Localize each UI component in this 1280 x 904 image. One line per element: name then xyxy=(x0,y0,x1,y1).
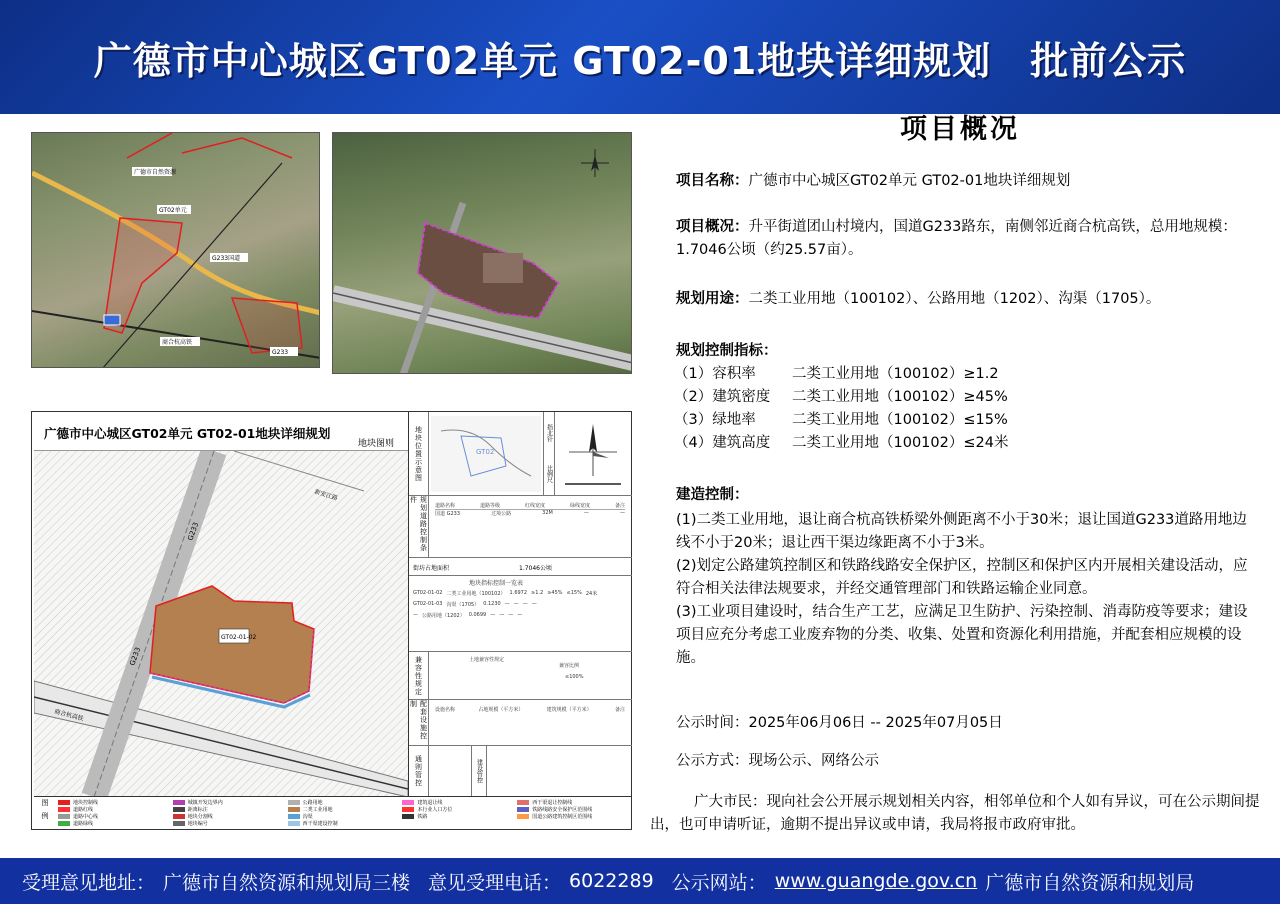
road-control-row xyxy=(409,496,632,558)
legend-swatch xyxy=(58,807,70,812)
area-row xyxy=(409,558,632,576)
road-table-header: 道路名称 道路等级 红线宽度 绿线宽度 备注 xyxy=(435,503,625,509)
legend-item: 地块分割线 xyxy=(173,813,284,820)
legend-item: 距离标注 xyxy=(173,806,284,813)
legend-item: 二类工业用地 xyxy=(288,806,399,813)
construction-item: (2)划定公路建筑控制区和铁路线路安全保护区，控制区和保护区内开展相关建设活动，应符合相关法律法规要求，并经交通管理部门和铁路运输企业同意。 xyxy=(676,558,1248,597)
boundary-line xyxy=(127,133,292,158)
legend-swatch xyxy=(173,807,185,812)
project-name: 项目名称：广德市中心城区GT02单元 GT02-01地块详细规划 xyxy=(676,173,1071,189)
road-label: G233 xyxy=(128,646,143,667)
indicator-table xyxy=(413,590,627,619)
legend-swatch xyxy=(173,800,185,805)
compass-label-column xyxy=(543,412,555,495)
side-label: 地块位置示意图 xyxy=(409,412,429,495)
legend-swatch xyxy=(173,821,185,826)
indicator-row xyxy=(409,576,632,652)
plan-map-drawing xyxy=(34,451,408,796)
compat-row xyxy=(409,652,632,700)
map-label: 商合杭高铁 xyxy=(162,339,193,346)
indicator-item: （3）绿地率 二类工业用地（100102）≤15% xyxy=(674,412,1008,428)
road-label: 新安江路 xyxy=(313,488,339,503)
footer-website-link[interactable]: www.guangde.gov.cn xyxy=(774,870,978,892)
plan-title: 广德市中心城区GT02单元 GT02-01地块详细规划 xyxy=(44,426,331,441)
notice-time: 公示时间：2025年06月06日 -- 2025年07月05日 xyxy=(676,715,1003,731)
side-label: 配套设施控制 xyxy=(409,700,429,745)
footer-address-label: 受理意见地址： xyxy=(22,871,156,894)
indicator-item: （2）建筑密度 二类工业用地（100102）≥45% xyxy=(674,389,1008,405)
legend-item: 铁路 xyxy=(402,813,513,820)
legend-item: 建筑退让线 xyxy=(402,799,513,806)
legend xyxy=(34,796,631,829)
legend-item: 西干渠退让控制线 xyxy=(517,799,628,806)
legend-swatch xyxy=(288,807,300,812)
compat-title: 土地兼容性规定 xyxy=(469,657,505,663)
scale-label: 比例尺 xyxy=(545,465,553,484)
legend-swatch xyxy=(517,814,529,819)
legend-swatch xyxy=(288,821,300,826)
location-row xyxy=(409,412,632,496)
location-map xyxy=(431,416,541,492)
north-label: 指北针 xyxy=(545,423,553,442)
compat-value: ≤100% xyxy=(565,674,584,680)
legend-item: 西干渠建设控制 xyxy=(288,820,399,827)
plan-map[interactable] xyxy=(34,450,408,796)
construction-label: 建设管控 xyxy=(471,746,487,796)
plan-subtitle: 地块图则 xyxy=(358,439,395,449)
site-marker xyxy=(104,315,120,325)
legend-title: 图例 xyxy=(41,799,49,825)
legend-item: 沟渠 xyxy=(288,813,399,820)
legend-item: 道路中心线 xyxy=(58,813,169,820)
legend-swatch xyxy=(517,800,529,805)
area-label: 街坊占地面积 xyxy=(413,565,450,572)
aerial-map-overview-drawing xyxy=(32,133,320,368)
plan-sheet xyxy=(31,411,632,830)
overview-title: 项目概况 xyxy=(900,114,1020,145)
compat-header: 兼容比例 xyxy=(559,663,580,669)
facility-table-header: 设施名称 占地规模（平方米） 建筑规模（平方米） 备注 xyxy=(435,707,625,713)
legend-item: 公路用地 xyxy=(288,799,399,806)
legend-item: 道路绿线 xyxy=(58,820,169,827)
legend-swatch xyxy=(173,814,185,819)
building xyxy=(483,253,523,283)
legend-swatch xyxy=(58,800,70,805)
map-label: 广德市自然资源 xyxy=(134,169,177,176)
legend-grid xyxy=(58,799,628,829)
legend-item: 地块控制线 xyxy=(58,799,169,806)
legend-item: 铁路线路安全保护区范围线 xyxy=(517,806,628,813)
legend-swatch xyxy=(58,821,70,826)
header-banner xyxy=(0,0,1280,114)
notice-method: 公示方式：现场公示、网络公示 xyxy=(676,753,879,769)
aerial-map-overview[interactable] xyxy=(31,132,320,368)
indicators-heading: 规划控制指标： xyxy=(676,343,778,359)
side-label: 规划道路控制条件 xyxy=(409,496,429,557)
legend-swatch xyxy=(288,800,300,805)
construction-heading: 建造控制： xyxy=(676,487,749,503)
footer-address: 广德市自然资源和规划局三楼 xyxy=(163,871,411,894)
aerial-map-site-drawing xyxy=(333,133,632,374)
legend-swatch xyxy=(402,807,414,812)
road-table-row: 国道 G233 过境公路 32M — — xyxy=(435,510,625,517)
indicator-item: （4）建筑高度 二类工业用地（100102）≤24米 xyxy=(674,435,1009,451)
footer-org: 广德市自然资源和规划局 xyxy=(985,871,1195,894)
legend-swatch xyxy=(402,800,414,805)
page-title: 广德市中心城区GT02单元 GT02-01地块详细规划 批前公示 xyxy=(93,38,1187,83)
railway-label: 商合杭高铁 xyxy=(53,708,85,723)
footer-phone-label: 意见受理电话： xyxy=(428,871,562,894)
parcel-row: GT02-01-03 沟渠（1705） 0.1230 — — — — xyxy=(413,601,537,608)
map-label: GT02单元 xyxy=(159,207,187,214)
legend-item: 城镇开发边界内 xyxy=(173,799,284,806)
svg-text:GT02: GT02 xyxy=(476,448,495,456)
legend-item: 道路红线 xyxy=(58,806,169,813)
area-value: 1.7046公顷 xyxy=(519,565,552,572)
legend-item: 本行业人口方位 xyxy=(402,806,513,813)
north-arrow-icon xyxy=(581,149,609,177)
north-arrow-icon xyxy=(559,418,627,490)
parcel-row: — 公路用地（1202） 0.0699 — — — — xyxy=(413,612,523,619)
legend-item: 地块编号 xyxy=(173,820,284,827)
footer-bar xyxy=(0,858,1280,904)
legend-swatch xyxy=(58,814,70,819)
footer-site-label: 公示网站： xyxy=(671,871,767,894)
notes-row xyxy=(409,746,632,796)
project-summary: 项目概况：升平街道团山村境内，国道G233路东，南侧邻近商合杭高铁，总用地规模：1.7046公顷（约25.57亩）。 xyxy=(676,219,1237,258)
public-notice: 广大市民：现向社会公开展示规划相关内容，相邻单位和个人如有异议，可在公示期间提出，也可申请听证，逾期不提出异议或申请，我局将报市政府审批。 xyxy=(650,794,1260,833)
facility-row xyxy=(409,700,632,746)
legend-swatch xyxy=(517,807,529,812)
legend-swatch xyxy=(288,814,300,819)
plan-side-panel xyxy=(408,412,631,796)
side-label: 通则管控 xyxy=(409,746,429,796)
indicator-item: （1）容积率 二类工业用地（100102）≥1.2 xyxy=(674,366,999,382)
side-label: 兼容性规定 xyxy=(409,652,429,699)
planned-use: 规划用途：二类工业用地（100102）、公路用地（1202）、沟渠（1705）。 xyxy=(676,291,1161,307)
map-label: G233国道 xyxy=(212,255,241,262)
construction-item: (1)二类工业用地，退让商合杭高铁桥梁外侧距离不小于30米；退让国道G233道路用地边线不小于20米；退让西干渠边缘距离不小于3米。 xyxy=(676,512,1247,551)
map-label: G233 xyxy=(272,349,289,356)
construction-item: (3)工业项目建设时，结合生产工艺，应满足卫生防护、污染控制、消毒防疫等要求；建设项目应充分考虑工业废弃物的分类、收集、处置和资源化利用措施，并配套相应规模的设施。 xyxy=(676,604,1248,666)
footer-phone: 6022289 xyxy=(569,870,654,892)
legend-swatch xyxy=(402,814,414,819)
aerial-map-site[interactable] xyxy=(332,132,632,374)
road-table xyxy=(435,502,625,517)
parcel-label: GT02-01-02 xyxy=(221,634,257,641)
legend-item: 国道公路建筑控制区范围线 xyxy=(517,813,628,820)
parcel-row: GT02-01-02 二类工业用地（100102） 1.6972 ≥1.2 ≥45% ≤15% 24米 xyxy=(413,590,598,597)
indicator-table-title: 地块指标控制一览表 xyxy=(469,580,524,587)
road-label: G233 xyxy=(186,521,201,542)
